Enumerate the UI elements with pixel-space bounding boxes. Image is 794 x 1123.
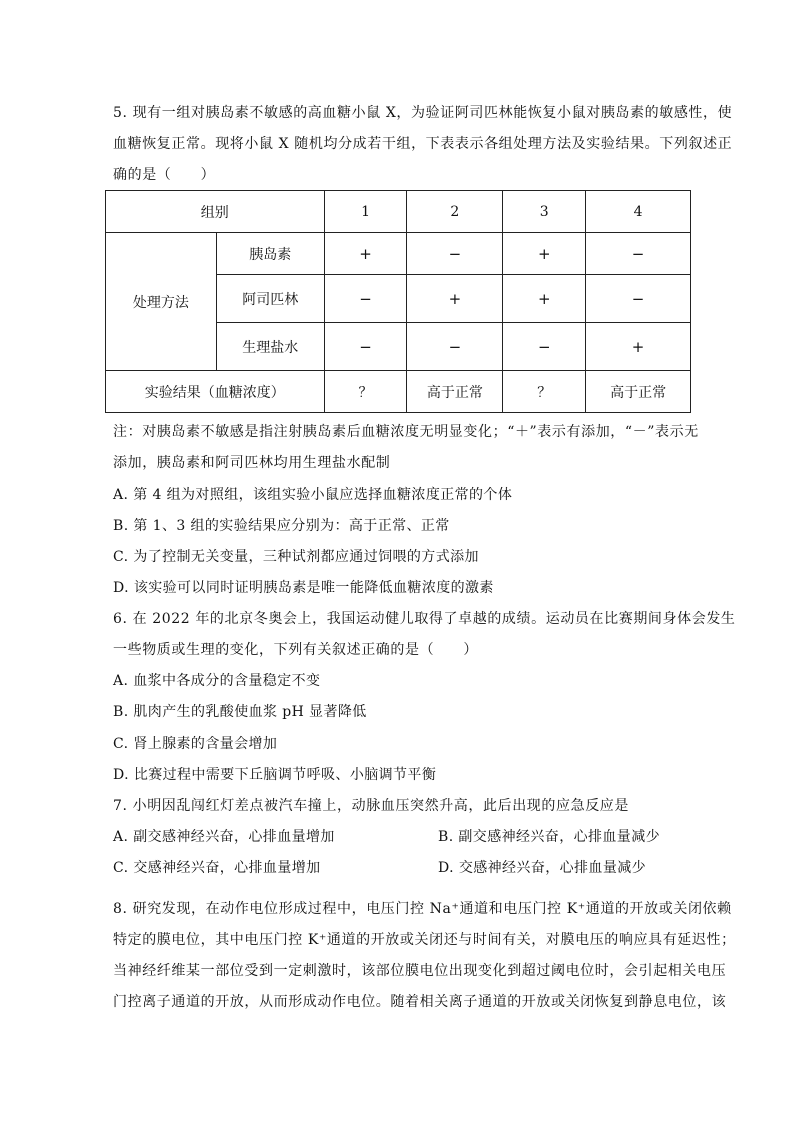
group-number-cell: 1	[324, 191, 407, 233]
q6-option-d[interactable]: D. 比赛过程中需要下丘脑调节呼吸、小脑调节平衡	[113, 767, 437, 783]
treatment-value-cell: −	[324, 275, 407, 323]
q8-stem-line-4: 门控离子通道的开放，从而形成动作电位。随着相关离子通道的开放或关闭恢复到静息电位，该	[113, 994, 727, 1010]
table-header-row	[106, 191, 691, 233]
reagent-label-cell: 阿司匹林	[216, 275, 324, 323]
q5-option-d[interactable]: D. 该实验可以同时证明胰岛素是唯一能降低血糖浓度的激素	[113, 580, 494, 596]
result-value-cell: ？	[503, 371, 586, 413]
treatment-value-cell: −	[586, 233, 691, 275]
treatment-value-cell: +	[586, 323, 691, 371]
q5-stem-line-1: 5. 现有一组对胰岛素不敏感的高血糖小鼠 X，为验证阿司匹林能恢复小鼠对胰岛素的敏感性，使	[113, 105, 733, 121]
treatment-value-cell: +	[503, 233, 586, 275]
group-header-cell: 组别	[106, 191, 325, 233]
treatment-value-cell: +	[324, 233, 407, 275]
q7-option-b[interactable]: B. 副交感神经兴奋，心排血量减少	[438, 829, 660, 845]
treatment-value-cell: +	[407, 275, 503, 323]
result-header-cell: 实验结果（血糖浓度）	[106, 371, 325, 413]
table-result-row	[106, 371, 691, 413]
q5-experiment-table	[105, 190, 691, 413]
treatment-value-cell: −	[407, 233, 503, 275]
q5-option-c[interactable]: C. 为了控制无关变量，三种试剂都应通过饲喂的方式添加	[113, 549, 479, 565]
treatment-header-cell: 处理方法	[106, 233, 217, 371]
q6-stem-line-2: 一些物质或生理的变化，下列有关叙述正确的是（ ）	[113, 642, 478, 658]
q6-option-b[interactable]: B. 肌肉产生的乳酸使血浆 pH 显著降低	[113, 704, 367, 720]
treatment-value-cell: −	[324, 323, 407, 371]
reagent-label-cell: 生理盐水	[216, 323, 324, 371]
result-value-cell: 高于正常	[407, 371, 503, 413]
q5-note-line-1: 注：对胰岛素不敏感是指注射胰岛素后血糖浓度无明显变化；“＋”表示有添加，“－”表示无	[113, 424, 699, 440]
treatment-value-cell: −	[503, 323, 586, 371]
q5-option-b[interactable]: B. 第 1、3 组的实验结果应分别为：高于正常、正常	[113, 518, 450, 534]
q7-option-c[interactable]: C. 交感神经兴奋，心排血量增加	[113, 860, 321, 876]
q6-option-a[interactable]: A. 血浆中各成分的含量稳定不变	[113, 673, 321, 689]
q5-note-line-2: 添加，胰岛素和阿司匹林均用生理盐水配制	[113, 455, 391, 471]
q6-option-c[interactable]: C. 肾上腺素的含量会增加	[113, 736, 278, 752]
q8-stem-line-3: 当神经纤维某一部位受到一定刺激时，该部位膜电位出现变化到超过阈电位时，会引起相关电压	[113, 963, 727, 979]
treatment-value-cell: −	[586, 275, 691, 323]
q8-stem-line-2: 特定的膜电位，其中电压门控 K⁺通道的开放或关闭还与时间有关，对膜电压的响应具有延迟性；	[113, 932, 736, 948]
reagent-label-cell: 胰岛素	[216, 233, 324, 275]
table-row	[106, 233, 691, 275]
result-value-cell: 高于正常	[586, 371, 691, 413]
treatment-value-cell: +	[503, 275, 586, 323]
q8-stem-line-1: 8. 研究发现，在动作电位形成过程中，电压门控 Na⁺通道和电压门控 K⁺通道的开放或关闭依赖	[113, 901, 732, 917]
q7-option-a[interactable]: A. 副交感神经兴奋，心排血量增加	[113, 829, 335, 845]
q7-option-d[interactable]: D. 交感神经兴奋，心排血量减少	[438, 860, 647, 876]
treatment-value-cell: −	[407, 323, 503, 371]
q6-stem-line-1: 6. 在 2022 年的北京冬奥会上，我国运动健儿取得了卓越的成绩。运动员在比赛期间身体会发生	[113, 611, 736, 627]
q5-stem-line-2: 血糖恢复正常。现将小鼠 X 随机均分成若干组，下表表示各组处理方法及实验结果。下列叙述正	[113, 136, 733, 152]
group-number-cell: 2	[407, 191, 503, 233]
q7-stem: 7. 小明因乱闯红灯差点被汽车撞上，动脉血压突然升高，此后出现的应急反应是	[113, 798, 630, 814]
group-number-cell: 3	[503, 191, 586, 233]
q5-stem-line-3: 确的是（ ）	[113, 167, 216, 183]
q5-option-a[interactable]: A. 第 4 组为对照组，该组实验小鼠应选择血糖浓度正常的个体	[113, 487, 513, 503]
result-value-cell: ？	[324, 371, 407, 413]
group-number-cell: 4	[586, 191, 691, 233]
